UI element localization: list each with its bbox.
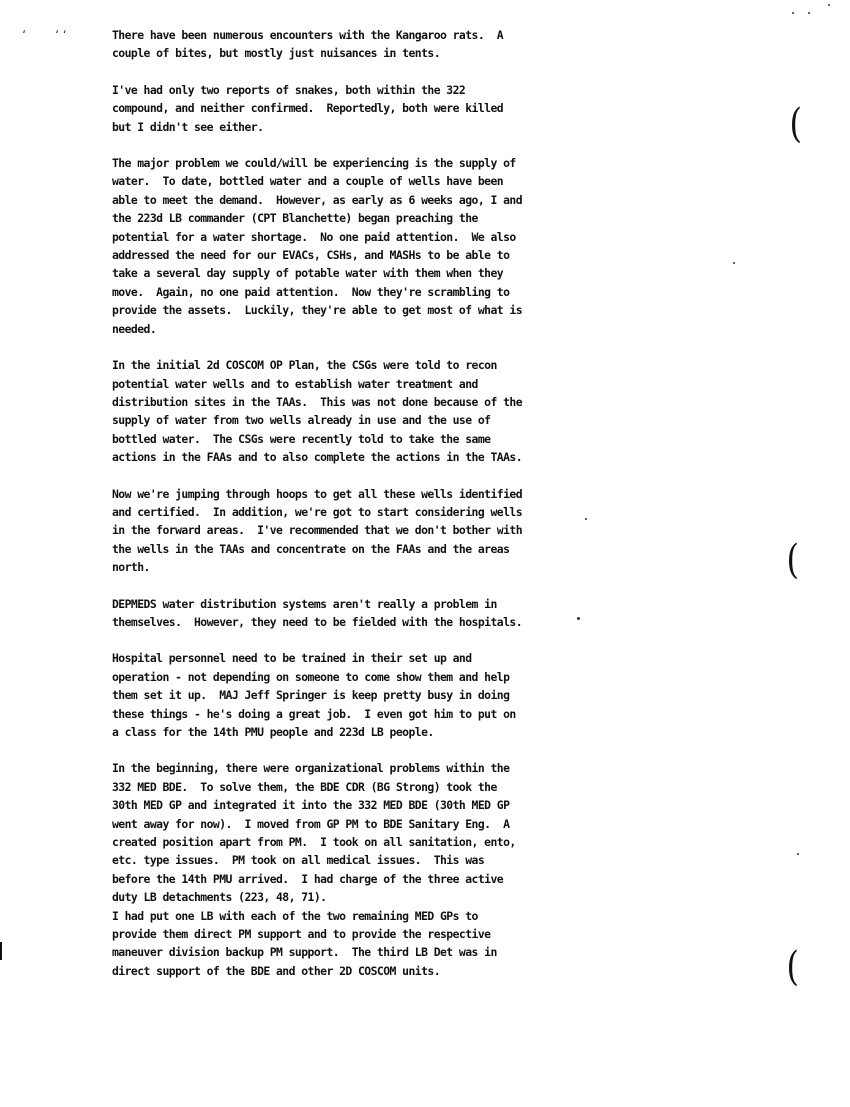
text-line: duty LB detachments (223, 48, 71). [112, 890, 327, 905]
text-line: etc. type issues. PM took on all medical issues. This was [112, 853, 485, 868]
text-line: maneuver division backup PM support. The third LB Det was in [112, 945, 497, 960]
paragraph-depmeds [112, 595, 552, 632]
scan-speck [577, 617, 580, 620]
text-line: direct support of the BDE and other 2D COSCOM units. [112, 963, 441, 978]
text-line: Now we're jumping through hoops to get all these wells identified [112, 486, 523, 501]
text-line: the wells in the TAAs and concentrate on the FAAs and the areas [112, 541, 510, 556]
text-line: addressed the need for our EVACs, CSHs, and MASHs to be able to [112, 248, 510, 263]
text-line: I've had only two reports of snakes, both within the 322 [112, 82, 466, 97]
scan-mark: ‘ ‘ [55, 28, 67, 42]
text-line: these things - he's doing a great job. I even got him to put on [112, 706, 516, 721]
text-line: 332 MED BDE. To solve them, the BDE CDR (BG Strong) took the [112, 779, 497, 794]
body-text [112, 26, 552, 980]
text-line: There have been numerous encounters with the Kangaroo rats. A [112, 28, 504, 42]
text-line: provide the assets. Luckily, they're able to get most of what is [112, 303, 523, 318]
text-line: DEPMEDS water distribution systems aren't really a problem in [112, 596, 497, 611]
scan-speck [733, 262, 735, 264]
text-line: potential for a water shortage. No one paid attention. We also [112, 229, 516, 244]
text-line: themselves. However, they need to be fielded with the hospitals. [112, 614, 523, 629]
scan-mark: ‘ [22, 28, 26, 42]
margin-mark: ( [786, 944, 800, 990]
text-line: able to meet the demand. However, as early as 6 weeks ago, I and [112, 192, 523, 207]
scan-speck [797, 853, 799, 855]
scan-speck [808, 12, 810, 14]
paragraph-hospital-personnel [112, 649, 552, 741]
text-line: In the initial 2d COSCOM OP Plan, the CSGs were told to recon [112, 358, 497, 373]
paragraph-snakes [112, 81, 552, 136]
text-line: needed. [112, 321, 157, 336]
text-line: went away for now). I moved from GP PM to BDE Sanitary Eng. A [112, 816, 510, 831]
text-line: provide them direct PM support and to provide the respective [112, 927, 491, 942]
text-line: supply of water from two wells already in use and the use of [112, 413, 491, 428]
paragraph-op-plan [112, 356, 552, 466]
text-line: couple of bites, but mostly just nuisances in tents. [112, 46, 441, 61]
text-line: before the 14th PMU arrived. I had charge of the three active [112, 871, 504, 886]
text-line: distribution sites in the TAAs. This was not done because of the [112, 394, 523, 409]
text-line: the 223d LB commander (CPT Blanchette) began preaching the [112, 211, 478, 226]
text-line: water. To date, bottled water and a couple of wells have been [112, 174, 504, 189]
text-line: north. [112, 560, 150, 575]
text-line: compound, and neither confirmed. Reportedly, both were killed [112, 101, 504, 116]
text-line: In the beginning, there were organizational problems within the [112, 761, 510, 776]
paragraph-organization [112, 759, 552, 980]
paragraph-kangaroo-rats [112, 26, 552, 63]
text-line: in the forward areas. I've recommended that we don't bother with [112, 523, 523, 538]
text-line: created position apart from PM. I took on all sanitation, ento, [112, 835, 516, 850]
scan-speck [828, 4, 830, 6]
text-line: move. Again, no one paid attention. Now they're scrambling to [112, 284, 510, 299]
text-line: Hospital personnel need to be trained in their set up and [112, 651, 472, 666]
text-line: bottled water. The CSGs were recently told to take the same [112, 431, 491, 446]
text-line: potential water wells and to establish water treatment and [112, 376, 478, 391]
text-line: and certified. In addition, we're got to start considering wells [112, 504, 523, 519]
text-line: but I didn't see either. [112, 119, 264, 134]
scan-edge-mark [0, 942, 2, 960]
text-line: take a several day supply of potable water with them when they [112, 266, 504, 281]
text-line: a class for the 14th PMU people and 223d LB people. [112, 725, 434, 739]
text-line: operation - not depending on someone to come show them and help [112, 669, 510, 684]
paragraph-wells [112, 485, 552, 577]
text-line: The major problem we could/will be experiencing is the supply of [112, 156, 516, 171]
text-line: actions in the FAAs and to also complete the actions in the TAAs. [112, 450, 523, 465]
text-line: them set it up. MAJ Jeff Springer is keep pretty busy in doing [112, 688, 510, 703]
scan-speck [585, 518, 587, 520]
text-line: I had put one LB with each of the two remaining MED GPs to [112, 908, 478, 923]
paragraph-water-supply [112, 154, 552, 338]
scan-speck [792, 12, 794, 14]
margin-mark: ( [789, 101, 803, 147]
margin-mark: ( [786, 537, 800, 583]
text-line: 30th MED GP and integrated it into the 332 MED BDE (30th MED GP [112, 798, 510, 813]
